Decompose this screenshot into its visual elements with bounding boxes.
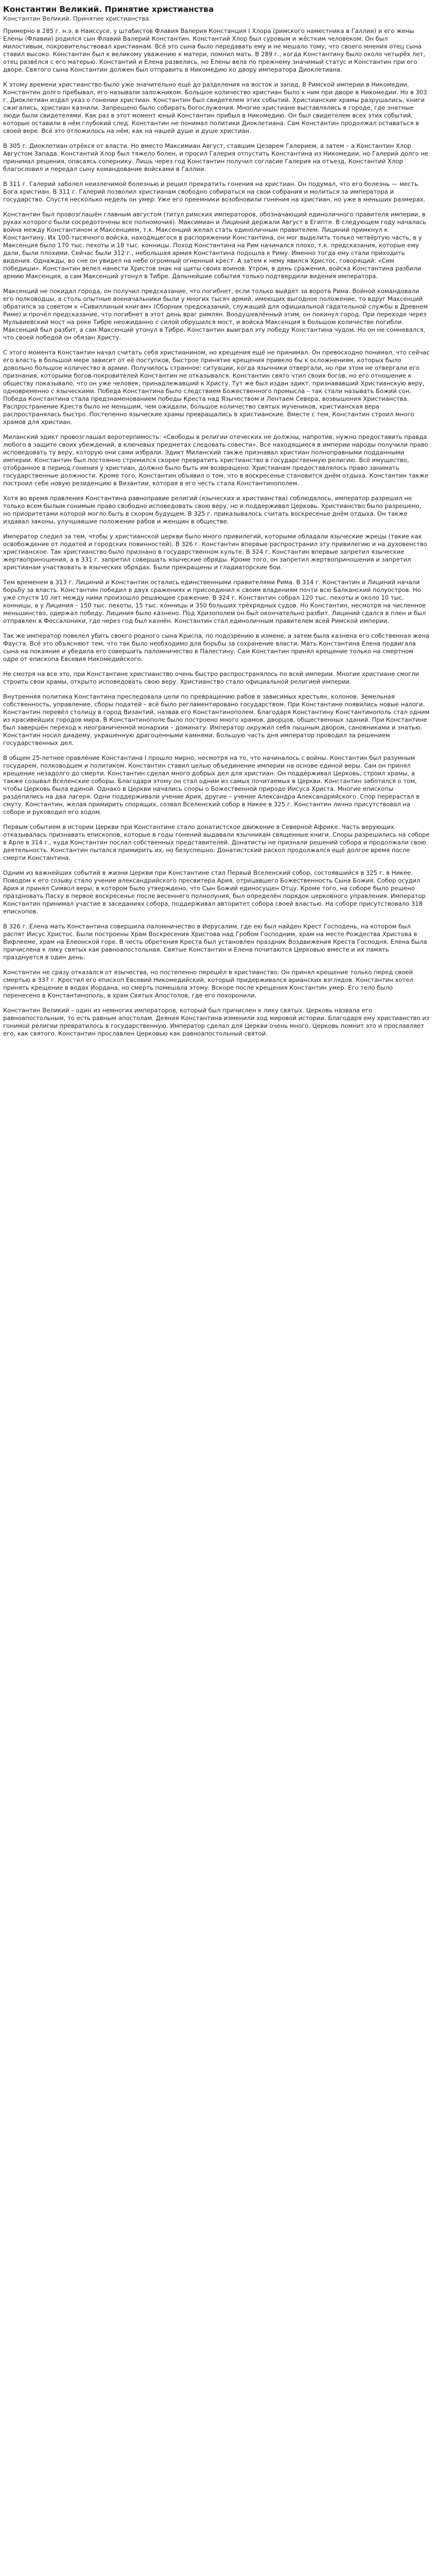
article-paragraph: Миланский эдикт провозглашал веротерпимость: «Свободы в религии отеческих не должны, напротив, нужно предоставить правда любого в защите своих убеждений, в ключевых предметах следовать совести». Все находящиеся в империи народы получили право исповедовать ту веру, которую они сами избрали. Эдикт Миланский также признавал христиан полноправными подданными империи. Константин был постоянно стремился скорее превратить христианство в государственную религию. Всё имущество, отобранное в период гонения у христиан, должно было быть им возвращено. Христианам предоставлялось право занимать государственные должности. Кроме того, Константин объявил о том, что в воскресенье становится днём отдыха. Константин также построил себе новую резиденцию в Византии, которая в его честь стала Константинополем. bbox=[3, 433, 429, 487]
article-paragraph: В 311 г. Галерий заболел неизлечимой болезнью и решил прекратить гонения на христиан. Он подумал, что его болезнь — месть Бога христиан. В 311 г. Галерий позволил христианам свободно собираться на свои собрания и молиться за императора и государство. Спустя несколько недель он умер. Уже его преемники возобновили гонения на христиан, но уже в меньших размерах. bbox=[3, 180, 426, 203]
article-paragraph: Император следил за тем, чтобы у христианской церкви было много привилегий, которыми обладали языческие жрецы (такие как освобождение от податей и городских повинностей). В 326 г. Константин впервые распространил эту привилегию и на духовенство христианское. Так христианство было признано в государственном культе. В 324 г. Константин впервые запретил языческие жертвоприношения, а в 331 г. запретил совершать языческие обряды. Кроме того, он запретил жертвоприношения и запретил христианам участвовать в языческих обрядах. Были прекращены и гладиаторские бои. bbox=[3, 533, 427, 571]
article-paragraph: Первым событием в истории Церкви при Константине стало донатистское движение в Северной Африке. Часть верующих отказывалась признавать епископов, которые в годы гонений выдавали язычникам священные книги. Споры разрешились на соборе в Арле в 314 г., куда Константин послал собственных представителей. Донатисты не признали решений собора и продолжали свою деятельность. Константин пытался примирить их, но безуспешно. Донатистский раскол продолжался ещё долгое время после смерти Константина. bbox=[3, 823, 430, 861]
article-paragraph: Не смотря на все это, при Константине христианство очень быстро распространялось по всей империи. Многие христиане смогли строить свои храмы, открыто исповедовать свою веру. Христианство стало официальной религией империи. bbox=[3, 670, 420, 685]
article-paragraph: Одним из важнейших событий в жизни Церкви при Константине стал Первый Вселенский собор, состоявшийся в 325 г. в Никее. Поводом к его созыву стало учение александрийского пресвитера Ария, отрицавшего Божественность Сына Божия. Собор осудил Ария и принял Символ веры, в котором было утверждено, что Сын Божий единосущен Отцу. Кроме того, на соборе было решено праздновать Пасху в первое воскресенье после весеннего полнолуния, был определён порядок церковного управления. Император Константин принимал участие в заседаниях собора, поддерживал авторитет собора своей властью. На соборе присутствовало 318 епископов. bbox=[3, 869, 426, 915]
article-paragraph: К этому времени христианство было уже значительно ещё до разделения на восток и запад. В Римской империи в Никомедии, Константин долго пребывал, его называли заложником. Большое количество христиан было к ним при дворе в Никомедии. Но в 303 г. Диоклетиан издал указ о гонении христиан. Константин был свидетелем этих событий. Христианские храмы разрушались, книги сжигались, христиан казнили. Запрещено было собирать богослужения. Многие христиане выставлялись в городе, где знатные люди были свидетелями. Как раз в этот момент юный Константин прибыл в Никомедию. Он был свидетелем всех этих событий, которые оставили в нём глубокий след. Константин не понимал политики Диоклетиана. Сам Константин продолжал оставаться в своей вере. Всё это отложилось на нём, как на нашей душе и душе христиан. bbox=[3, 81, 427, 134]
article-subtitle: Константин Великий. Принятие христианства. bbox=[3, 15, 151, 22]
article-paragraph: Хотя во время правления Константина равноправие религий (языческих и христианства) соблюдалось, император разрешил не только всем былым гонимым право свободно исповедовать свою веру, но и поддерживал Церковь. Христианство было разрешено, но приоритетами которой могло быть в скором будущем. В 325 г. приказывалось считать воскресенье днём отдыха. Он также издавал законы, улучшавшие положение рабов и женщин в обществе. bbox=[3, 495, 422, 525]
article-title: Константин Великий. Принятие христианства bbox=[3, 5, 214, 14]
article-paragraph: Максенций не покидал города, он получил предсказание, что погибнет, если только выйдет за ворота Рима. Войной командовали его полководцы, а столь опытные военачальники были у многих тысяч армий, имеющих выгодное положение, то вдруг Максенций обратился за советом к «Сивиллиным книгам» (Сборник предсказаний, служащий для официальной гадательной службы в Древнем Риме) и прочёл предсказание, что погибнет в этот день враг римлян. Воодушевлённый этим, он покинул город. При переходе через Мульвиевский мост на реке Тибре неожиданно с силой обрушился мост, и войска Максенция в большом количестве погибли. Максенций был разбит, а сам Максенций утонул в Тибре. Константин выиграл эту победу Константина чудом. Но он не сомневался, что своей победой он обязан Христу. bbox=[3, 287, 428, 341]
article-paragraph: В 305 г. Диоклетиан отрёкся от власти. Но вместо Максимиан Август, ставшим Цезарем Галерием, а затем – а Константин Хлор Августом Запада. Константий Хлор был тяжело болен, и просил Галерия отпустить Константина из Никомедии, но Галерий долго не принимал решения, опасаясь сопернику. Лишь через год Константин получил согласие Галерия на отъезд. Константий Хлор благословил и передал сыну командование войсками в Галлии. bbox=[3, 142, 428, 173]
article-paragraph: Константин Великий – один из немногих императоров, который был причислен к лику святых. Церковь назвала его равноапостольным, то есть равным апостолам. Деяния Константина изменили ход мировой истории. Благодаря ему христианство из гонимой религии превратилось в государственную. Император сделал для Церкви очень много. Церковь помнит это и прославляет его, как святого. Константин прославлен Церковью как равноапостольный святой. bbox=[3, 1007, 429, 1037]
article-paragraph: В общем 25-летнее правление Константина I прошло мирно, несмотря на то, что начиналось с войны. Константин был разумным государем, полководцем и политиком. Константин ставил целью объединение империи на основе единой веры. Сам он принял крещение незадолго до смерти. Константин сделал много добрых дел для христиан. Он поддерживал Церковь, строил храмы, а также созывал Вселенские соборы. Благодаря этому он стал одним из самых почитаемых в Церкви. Константин заботился о том, чтобы Церковь была единой. Однако в Церкви начались споры о Божественной природе Иисуса Христа. Многие епископы разделились на два лагеря. Одни поддерживали учение Ария, другие – учение Александра Александрийского. Спор перерастал в смуту. Константин, желая примирить спорящих, созвал Вселенский собор в Никее в 325 г. Константин лично присутствовал на соборе и руководил его ходом. bbox=[3, 754, 420, 816]
article-paragraph: Тем временем в 313 г. Лициний и Константин остались единственными правителями Рима. В 314 г. Константин и Лициний начали борьбу за власть. Константин победил в двух сражениях и присоединил к своим владениям почти всю Балканский полуостров. Но уже спустя 10 лет между ними произошло решающее сражение. В 324 г. Константин собрал 120 тыс. пехоты и около 10 тыс. конницы, а у Лициния – 150 тыс. пехоты, 15 тыс. конницы и 350 больших трёхрядных судов. Но Константин, несмотря на численное меньшинство, одержал победу. Лициния было казнено. Под Хризополем он был окончательно разбит. Лициний сдался в плен и был отправлен в Фессалоники, где через год был казнён. Константин стал единоличным правителем всей Римской империи. bbox=[3, 579, 426, 624]
article-body bbox=[3, 27, 430, 1038]
article-paragraph: Внутренняя политика Константина преследовала цели по превращению рабов в зависимых крестьян, колонов. Земельная собственность, управление, сборы податей – всё было регламентировано государством. При Константине появились новые налоги. Константин перевёл столицу в город Византий, назвав его Константинополем. Благодаря Константину Константинополь стал одним из красивейших городов мира. В Константинополе было построено много храмов, дворцов, общественных зданий. При Константине был завершён переход к неограниченной монархии – доминату. Император окружил себя пышным двором, сановниками и знатью. Константин носил диадему, украшенную драгоценными камнями. Большую часть дня император проводил за решением государственных дел. bbox=[3, 693, 430, 747]
article-paragraph: Примерно в 285 г. н.э. в Наиссусе, у штабистов Флавия Валерия Констанция I Хлора (римского наместника в Галлии) и его жены Елены (Флавии) родился сын Флавий Валерий Константин. Константий Хлор был суровым и жёстким человеком. Он был милостивым, покровительствовал христианам. Всё это сына было передавать ему и не мешало тому, что своего мнения отец сына ставил высоко. Константин был к великому уважению к матери, помнил мать. В 289 г., когда Константину было около четырёх лет, отец развёлся с его матерью. Константий и Елена развелись, но Елены вела по прежнему значимый статус и Константин при его дворе. Святого сына Константин должен был отправить в Никомедию ко двору императора Диоклетиана. bbox=[3, 27, 425, 73]
article-paragraph: Константин был провозглашён главным августом (титул римских императоров, обозначающий единоличного правителя империи, в рукаx которого были сосредоточены все полномочия). Максимиан и Лициний держали Август в Египте. В следующем году началась война между Константином и Максенцием, т.к. Максенций желал стать единоличным правителем. Лициний примкнул к Константину. Их 100-тысячного войска, находящегося в распоряжении Константина, он мог выделить только четвёртую часть, в у Максенция было 170 тыс. пехоты и 18 тыс. конницы. Поход Константина на Рим начинался плохо, т.к. предсказания, которые ему дали, были плохими. Сейчас были 312 г., небольшая армия Константина подошла к Риму. Именно тогда ему стали приходить видения. Однажды, во сне он увидел на небе огромный огненный крест. А затем к нему явился Христос, говорящий: «Сим победиши». Константин велел нанести Христов знак на щиты своих воинов. Утром, в день сражения, войска Константина разбили армию Максенция, а сам Максенций утонул в Тибре. Дальнейшие события только подтвердили видения императора. bbox=[3, 211, 426, 280]
article-paragraph: Так же император повелел убить своего родного сына Криспа, по подозрению в измене, а затем была казнена его собственная жена Фауста. Всё это объясняют тем, что так было необходимо для борьбы за сохранение власти. Мать Константина Елена подвигала сына на покаяние и убедила его совершить паломничество в Палестину. Сам Константин принял крещение только на смертном одре от епископа Евсевия Никомедийского. bbox=[3, 632, 430, 663]
article-paragraph: С этого момента Константин начал считать себя христианином, но крещения ещё не принимал. Он превосходно понимал, что сейчас его власть в большой мере зависит от её поступков, быстрое принятие крещения привело бы к осложнениям, которых было довольно большое количество в армии. Получилось странное: ситуации, когда язычники отвергали, но при этом не отвергали его признания, которыми богов-покровителей Константин не отказывался. Константин свято чтил своих богов, но его отношение к обществу показывало, что он уже человек, принадлежавший к Христу. Тут же был издан эдикт, признававший Христианскую веру, одновременно с языческими. Победа Константина было следствием Божественного промысла – так стали называть Божий сон. Победа Константина стала предзнаменованием победы Креста над Язычеством и Лентаем Севера, возвышения Христианства. Распространение Креста было не меньшим, чем ожидали, большое количество святых мучеников, христианская вера распространялась быстро. Постепенно языческие храмы превращались в христианские. Вместе с тем, Константин строил много храмов для христиан. bbox=[3, 349, 430, 426]
article-paragraph: В 326 г. Елена мать Константина совершила паломничество в Иерусалим, где ею был найден Крест Господень, на котором был распят Иисус Христос. Были построены Храм Воскресения Христова над Гробом Господним, храм на месте Рождества Христова в Вифлееме, храм на Елеонской горе. В честь обретения Креста был установлен праздник Воздвижения Креста Господня. Елена была причислена к лику святых как равноапостольная. Святые Константин и Елена почитаются Церковью вместе и их память празднуется в один день. bbox=[3, 923, 427, 961]
article-paragraph: Константин не сразу отказался от язычества, но постепенно перешёл в христианство. Он принял крещение только перед своей смертью в 337 г. Крестил его епископ Евсевий Никомедийский, который придерживался арианских взглядов. Константин хотел принять крещение в водах Иордана, но смерть помешала этому. Вскоре после крещения Константин умер. Его тело было перенесено в Константинополь, в храм Святых Апостолов, где его похоронили. bbox=[3, 969, 413, 999]
